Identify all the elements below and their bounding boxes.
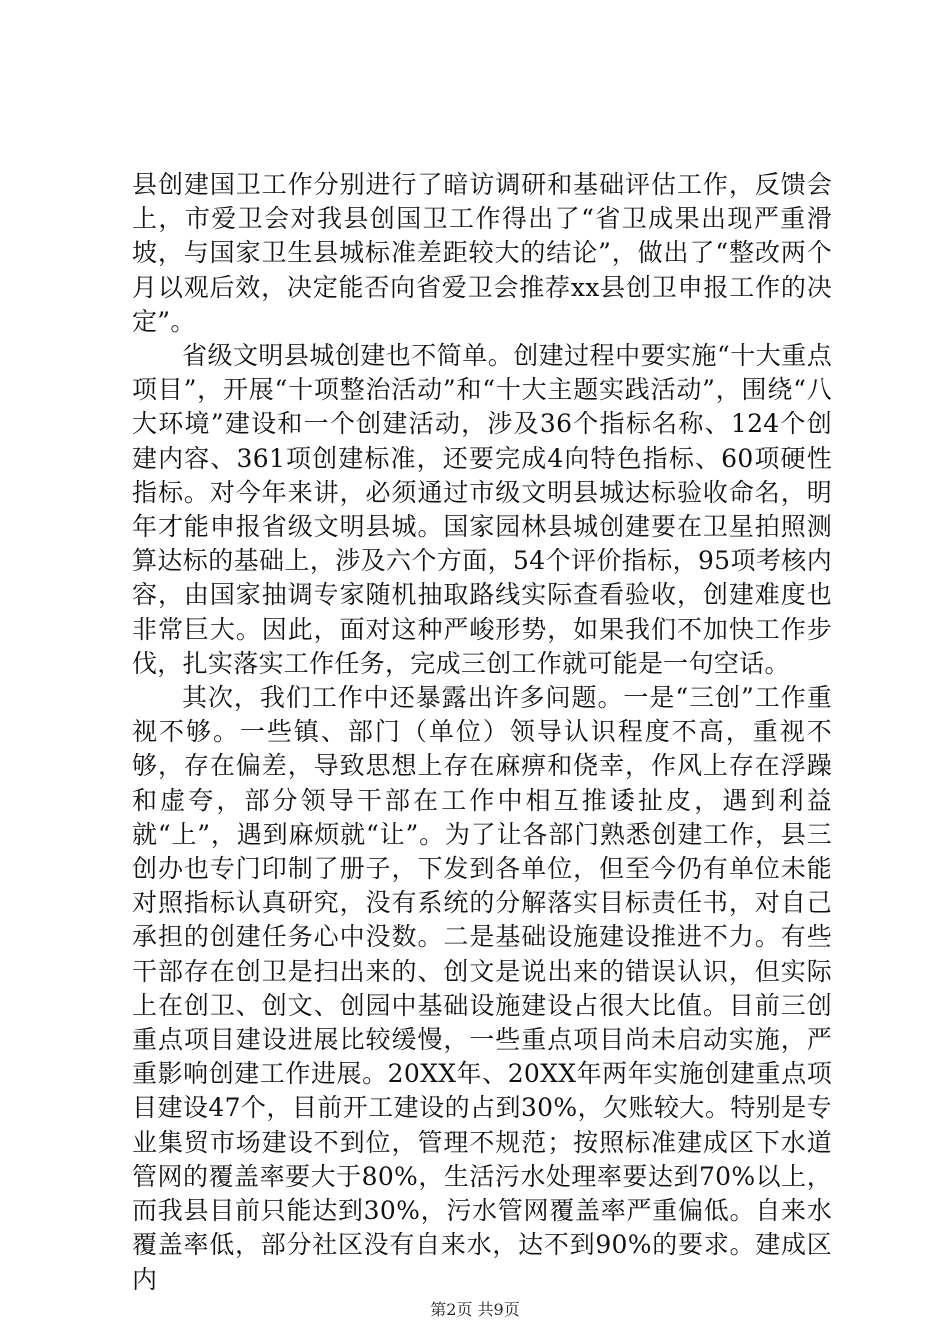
paragraph-1: 县创建国卫工作分别进行了暗访调研和基础评估工作，反馈会上，市爱卫会对我县创国卫工作得出了“省卫成果出现严重滑坡，与国家卫生县城标准差距较大的结论”，做出了“整改两个月以观后效，决定能否向省爱卫会推荐xx县创卫申报工作的决定”。 [132, 170, 832, 336]
page-number-footer: 第2页 共9页 [430, 1300, 520, 1319]
paragraph-3: 其次，我们工作中还暴露出许多问题。一是“三创”工作重视不够。一些镇、部门（单位）领导认识程度不高，重视不够，存在偏差，导致思想上存在麻痹和侥幸，作风上存在浮躁和虚夸，部分领导干部在工作中相互推诿扯皮，遇到利益就“上”，遇到麻烦就“让”。为了让各部门熟悉创建工作，县三创办也专门印制了册子，下发到各单位，但至今仍有单位未能对照指标认真研究，没有系统的分解落实目标责任书，对自己承担的创建任务心中没数。二是基础设施建设推进不力。有些干部存在创卫是扫出来的、创文是说出来的错误认识，但实际上在创卫、创文、创园中基础设施建设占很大比值。目前三创重点项目建设进展比较缓慢，一些重点项目尚未启动实施，严重影响创建工作进展。20XX年、20XX年两年实施创建重点项目建设47个，目前开工建设的占到30%，欠账较大。特别是专业集贸市场建设不到位，管理不规范；按照标准建成区下水道管网的覆盖率要大于80%，生活污水处理率要达到70%以上，而我县目前只能达到30%，污水管网覆盖率严重偏低。自来水覆盖率低，部分社区没有自来水，达不到90%的要求。建成区内 [132, 683, 832, 1294]
paragraph-2: 省级文明县城创建也不简单。创建过程中要实施“十大重点项目”，开展“十项整治活动”和“十大主题实践活动”，围绕“八大环境”建设和一个创建活动，涉及36个指标名称、124个创建内容、361项创建标准，还要完成4向特色指标、60项硬性指标。对今年来讲，必须通过市级文明县城达标验收命名，明年才能申报省级文明县城。国家园林县城创建要在卫星拍照测算达标的基础上，涉及六个方面，54个评价指标，95项考核内容，由国家抽调专家随机抽取路线实际查看验收，创建难度也非常巨大。因此，面对这种严峻形势，如果我们不加快工作步伐，扎实落实工作任务，完成三创工作就可能是一句空话。 [132, 341, 832, 678]
body-text [132, 168, 832, 1297]
